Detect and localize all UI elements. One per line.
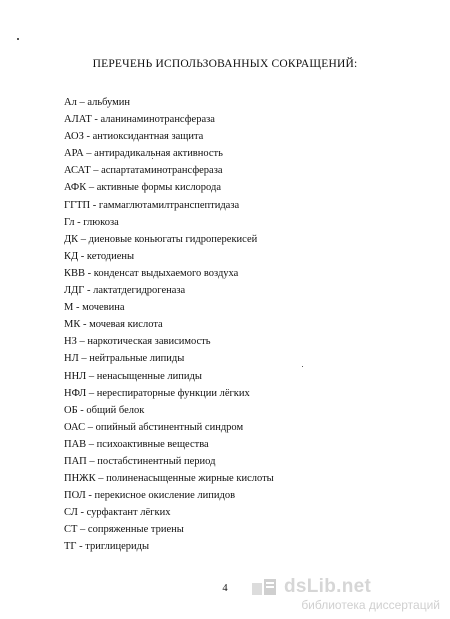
page-number: 4 bbox=[222, 583, 228, 594]
abbreviation-item: АЛАТ - аланинаминотрансфераза bbox=[64, 114, 215, 126]
scan-speck bbox=[17, 38, 19, 40]
abbreviation-item: ОАС – опийный абстинентный синдром bbox=[64, 421, 244, 433]
abbreviation-item: КД - кетодиены bbox=[64, 250, 135, 262]
abbreviation-item: МК - мочевая кислота bbox=[64, 319, 163, 331]
abbreviation-item: ДК – диеновые коньюгаты гидроперекисей bbox=[64, 233, 258, 245]
abbreviation-item: КВВ - конденсат выдыхаемого воздуха bbox=[64, 267, 239, 279]
abbreviation-item: АРА – антирадикальная активность bbox=[64, 148, 223, 160]
abbreviation-item: ПОЛ - перекисное окисление липидов bbox=[64, 490, 236, 502]
abbreviation-item: Гл - глюкоза bbox=[64, 216, 119, 228]
dslib-logo-icon bbox=[250, 577, 280, 599]
abbreviation-item: ПНЖК – полиненасыщенные жирные кислоты bbox=[64, 473, 274, 485]
abbreviation-item: ПАП – постабстинентный период bbox=[64, 455, 216, 467]
abbreviation-item: ГГТП - гаммаглютамилтранспептидаза bbox=[64, 199, 240, 211]
abbreviation-item: АФК – активные формы кислорода bbox=[64, 182, 222, 194]
abbreviation-item: СТ – сопряженные триены bbox=[64, 524, 184, 536]
abbreviation-item: ПАВ – психоактивные вещества bbox=[64, 438, 209, 450]
abbreviation-item: АОЗ - антиоксидантная защита bbox=[64, 131, 204, 143]
abbreviation-item: ННЛ – ненасыщенные липиды bbox=[64, 370, 202, 382]
abbreviation-item: АСАТ – аспартатаминотрансфераза bbox=[64, 165, 223, 177]
abbreviation-item: ТГ - триглицериды bbox=[64, 541, 149, 553]
abbreviation-item: НЗ – наркотическая зависимость bbox=[64, 336, 211, 348]
abbreviation-item: НФЛ – нереспираторные функции лёгких bbox=[64, 387, 250, 399]
watermark-name: dsLib.net bbox=[284, 576, 372, 597]
page-title: ПЕРЕЧЕНЬ ИСПОЛЬЗОВАННЫХ СОКРАЩЕНИЙ: bbox=[92, 58, 358, 70]
abbreviation-item: М - мочевина bbox=[64, 302, 125, 314]
abbreviation-item: ЛДГ - лактатдегидрогеназа bbox=[64, 285, 186, 297]
abbreviation-item: СЛ - сурфактант лёгких bbox=[64, 507, 171, 519]
abbreviation-item: НЛ – нейтральные липиды bbox=[64, 353, 185, 365]
watermark bbox=[250, 577, 440, 615]
abbreviation-item: Ал – альбумин bbox=[64, 97, 131, 108]
abbreviation-item: ОБ - общий белок bbox=[64, 404, 145, 416]
watermark-subtitle: библиотека диссертаций bbox=[301, 598, 440, 612]
abbreviation-list bbox=[64, 94, 404, 556]
